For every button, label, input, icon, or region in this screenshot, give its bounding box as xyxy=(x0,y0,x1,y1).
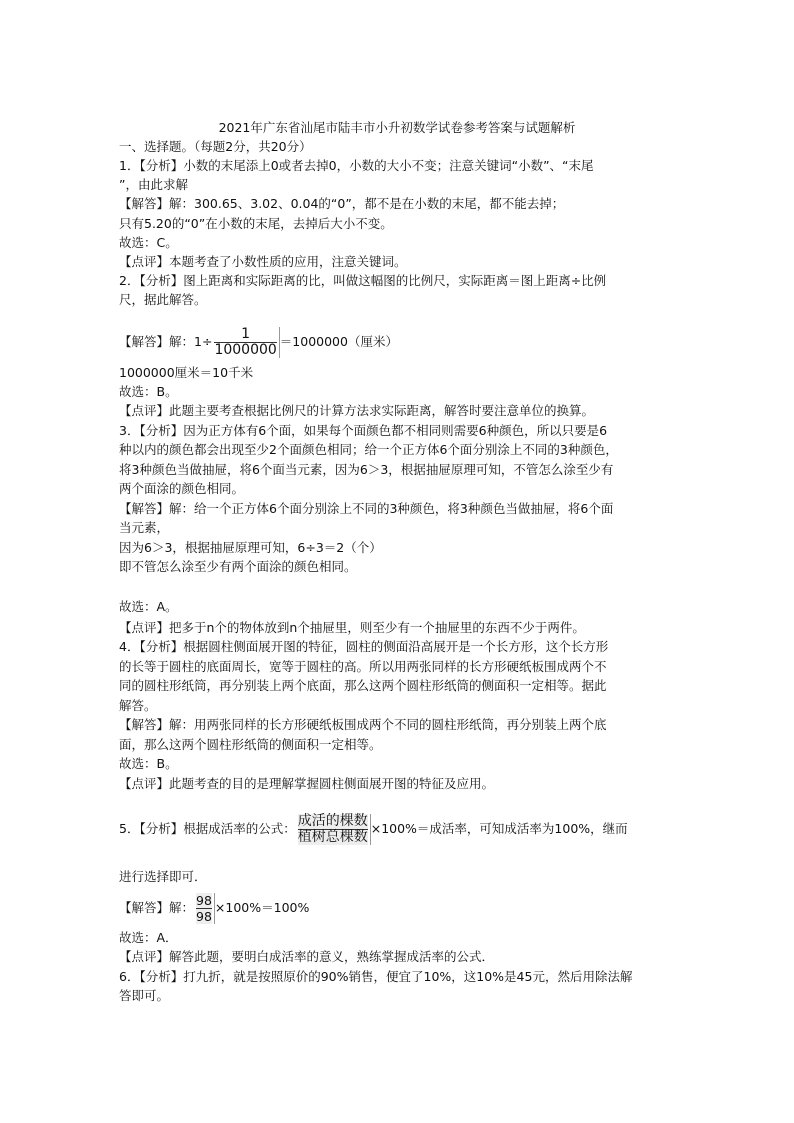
answer-line xyxy=(119,327,398,358)
analysis-line xyxy=(119,814,628,845)
text-line: 尺，据此解答。 xyxy=(119,292,207,307)
text-line: 面，那么这两个圆柱形纸筒的侧面积一定相等。 xyxy=(119,737,382,752)
fraction-denominator: 98 xyxy=(196,909,212,924)
text-line: 【点评】本题考查了小数性质的应用，注意关键词。 xyxy=(119,254,407,269)
text-line: 【点评】此题考查的目的是理解掌握圆柱侧面展开图的特征及应用。 xyxy=(119,776,495,791)
text-line: 即不管怎么涂至少有两个面涂的颜色相同。 xyxy=(119,559,357,574)
text-line: 3．【分析】因为正方体有6个面，如果每个面颜色都不相同则需要6种颜色，所以只要是6 xyxy=(119,423,608,438)
text-line: 两个面涂的颜色相同。 xyxy=(119,481,245,496)
text-line: 6．【分析】打九折，就是按照原价的90%销售，便宜了10%，这10%是45元，然后用除法解 xyxy=(119,969,633,984)
text-line: 4．【分析】根据圆柱侧面展开图的特征，圆柱的侧面沿高展开是一个长方形，这个长方形 xyxy=(119,639,609,654)
text-line: 【解答】解：给一个正方体6个面分别涂上不同的3种颜色，将3种颜色当做抽屉，将6个面 xyxy=(119,501,614,516)
text-line: 只有5.20的“0”在小数的末尾，去掉后大小不变。 xyxy=(119,216,393,231)
text-line: 【解答】解：用两张同样的长方形硬纸板围成两个不同的圆柱形纸筒，再分别装上两个底 xyxy=(119,717,607,732)
text-line: 【点评】此题主要考查根据比例尺的计算方法求实际距离，解答时要注意单位的换算。 xyxy=(119,403,595,418)
text-line: ”，由此求解 xyxy=(119,177,188,192)
text-line: 的长等于圆柱的底面周长，宽等于圆柱的高。所以用两张同样的长方形硬纸板围成两个不 xyxy=(119,659,607,674)
analysis-suffix: ×100%＝成活率，可知成活率为100%，继而 xyxy=(370,821,628,836)
text-line: 解答。 xyxy=(119,698,157,713)
text-line: 【点评】解答此题，要明白成活率的意义，熟练掌握成活率的公式． xyxy=(119,949,495,964)
fraction-numerator: 98 xyxy=(196,893,212,908)
text-line: 1000000厘米＝10千米 xyxy=(119,365,254,380)
text-line: 因为6＞3，根据抽屉原理可知，6÷3＝2（个） xyxy=(119,540,382,555)
text-line: 种以内的颜色都会出现至少2个面颜色相同；给一个正方体6个面分别涂上不同的3种颜色， xyxy=(119,442,618,457)
text-line: 进行选择即可． xyxy=(119,869,207,884)
text-line: 故选：A． xyxy=(119,930,178,945)
text-line: 答即可。 xyxy=(119,988,170,1003)
text-line: 【点评】把多于n个的物体放到n个抽屉里，则至少有一个抽屉里的东西不少于两件。 xyxy=(119,620,585,635)
fraction xyxy=(212,327,279,358)
fraction-numerator: 成活的棵数 xyxy=(297,813,368,829)
text-line: 故选：C。 xyxy=(119,235,178,250)
text-line: 2．【分析】图上距离和实际距离的比，叫做这幅图的比例尺，实际距离＝图上距离÷比例 xyxy=(119,273,607,288)
answer-prefix: 【解答】解：1÷ xyxy=(119,334,213,349)
fraction xyxy=(194,893,215,924)
text-line: 当元素， xyxy=(119,520,170,535)
answer-prefix: 【解答】解： xyxy=(119,900,195,915)
fraction xyxy=(296,814,371,845)
fraction-denominator: 1000000 xyxy=(214,342,277,358)
fraction-numerator: 1 xyxy=(214,327,276,343)
text-line: 【解答】解：300.65、3.02、0.04的“0”，都不是在小数的末尾，都不能去掉； xyxy=(119,196,565,211)
text-line: 故选：B。 xyxy=(119,384,178,399)
fraction-denominator: 植树总棵数 xyxy=(297,829,368,845)
page-title: 2021年广东省汕尾市陆丰市小升初数学试卷参考答案与试题解析 xyxy=(218,120,576,135)
text-line: 1．【分析】小数的末尾添上0或者去掉0，小数的大小不变；注意关键词“小数”、“末尾 xyxy=(119,158,594,173)
text-line: 将3种颜色当做抽屉，将6个面当元素，因为6＞3，根据抽屉原理可知，不管怎么涂至少有 xyxy=(119,462,614,477)
answer-suffix: ×100%＝100% xyxy=(214,900,310,915)
section-heading: 一、选择题。（每题2分，共20分） xyxy=(119,139,312,154)
answer-suffix: ＝1000000（厘米） xyxy=(279,334,398,349)
text-line: 同的圆柱形纸筒，再分别装上两个底面，那么这两个圆柱形纸筒的侧面积一定相等。据此 xyxy=(119,678,607,693)
answer-line xyxy=(119,893,309,924)
text-line: 故选：B。 xyxy=(119,756,178,771)
text-line: 故选：A。 xyxy=(119,599,178,614)
analysis-prefix: 5．【分析】根据成活率的公式： xyxy=(119,821,296,836)
